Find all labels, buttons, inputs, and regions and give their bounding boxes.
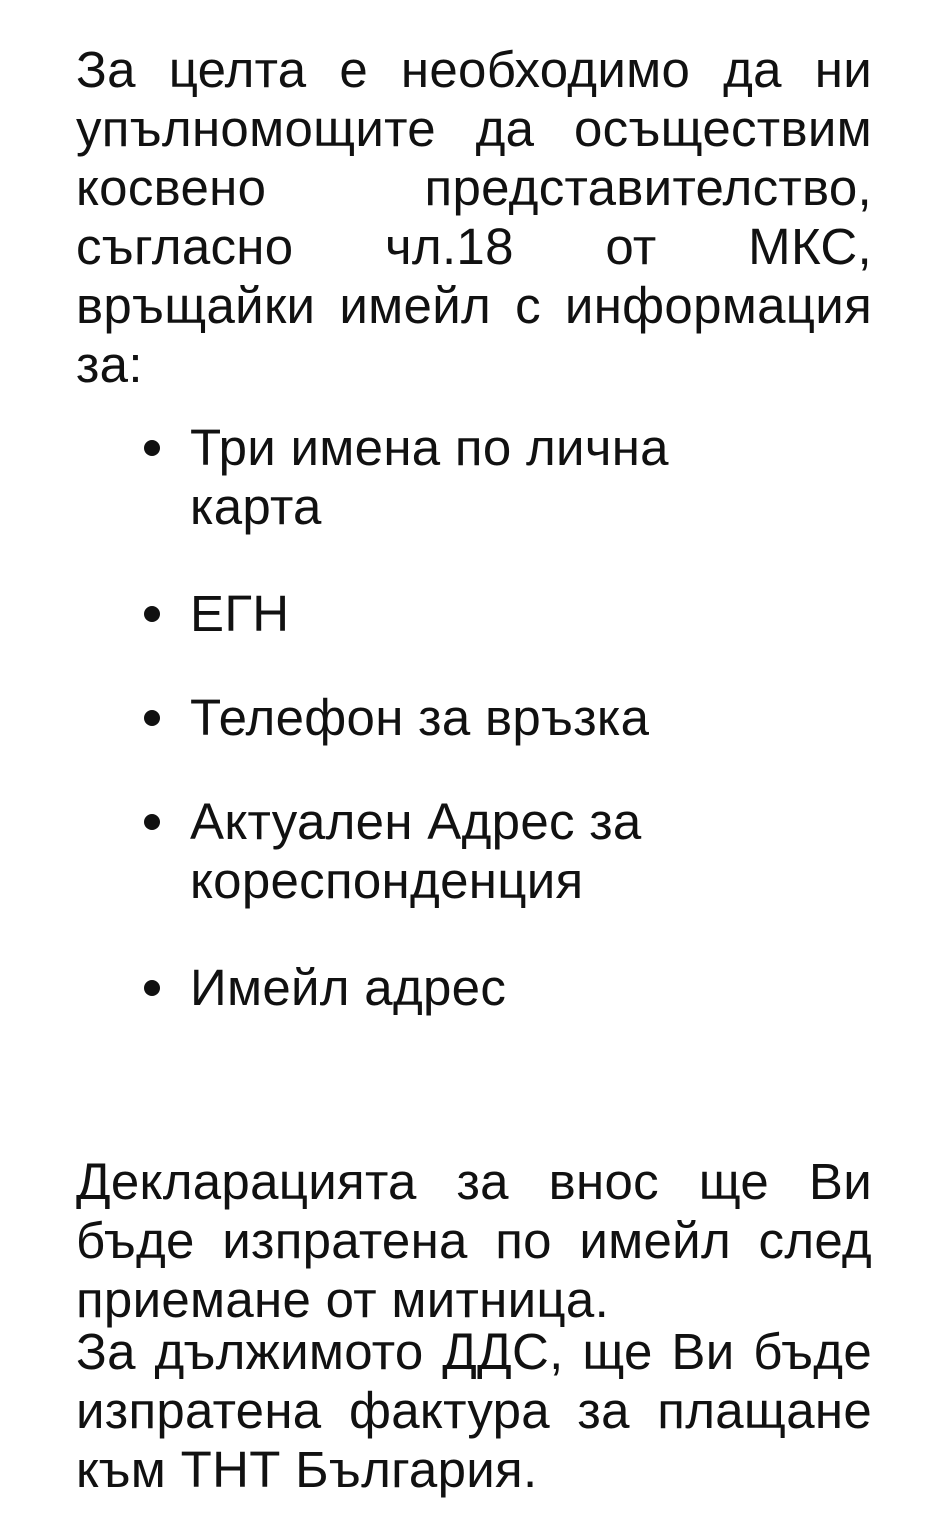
list-item — [190, 584, 750, 643]
list-item-text: Три имена по лична карта — [190, 419, 669, 535]
intro-paragraph: За целта е необходимо да ни упълномощите да осъществим косвено представителство, съгласно чл.18 от МКС, връщайки имейл с информация за: — [76, 41, 872, 393]
list-item-text: Телефон за връзка — [190, 689, 650, 746]
vat-paragraph: За дължимото ДДС, ще Ви бъде изпратена фактура за плащане към ТНТ България. — [76, 1323, 872, 1498]
bullet-icon — [144, 980, 160, 996]
bullet-icon — [144, 606, 160, 622]
list-item — [190, 688, 750, 747]
declaration-paragraph: Декларацията за внос ще Ви бъде изпратена по имейл след приемане от митница. — [76, 1153, 872, 1328]
list-item — [190, 792, 750, 910]
list-item — [190, 958, 750, 1017]
list-item-text: Актуален Адрес за кореспонденция — [190, 793, 642, 909]
bullet-icon — [144, 440, 160, 456]
bullet-icon — [144, 710, 160, 726]
bullet-icon — [144, 814, 160, 830]
list-item-text: ЕГН — [190, 585, 290, 642]
list-item — [190, 418, 750, 536]
list-item-text: Имейл адрес — [190, 959, 507, 1016]
